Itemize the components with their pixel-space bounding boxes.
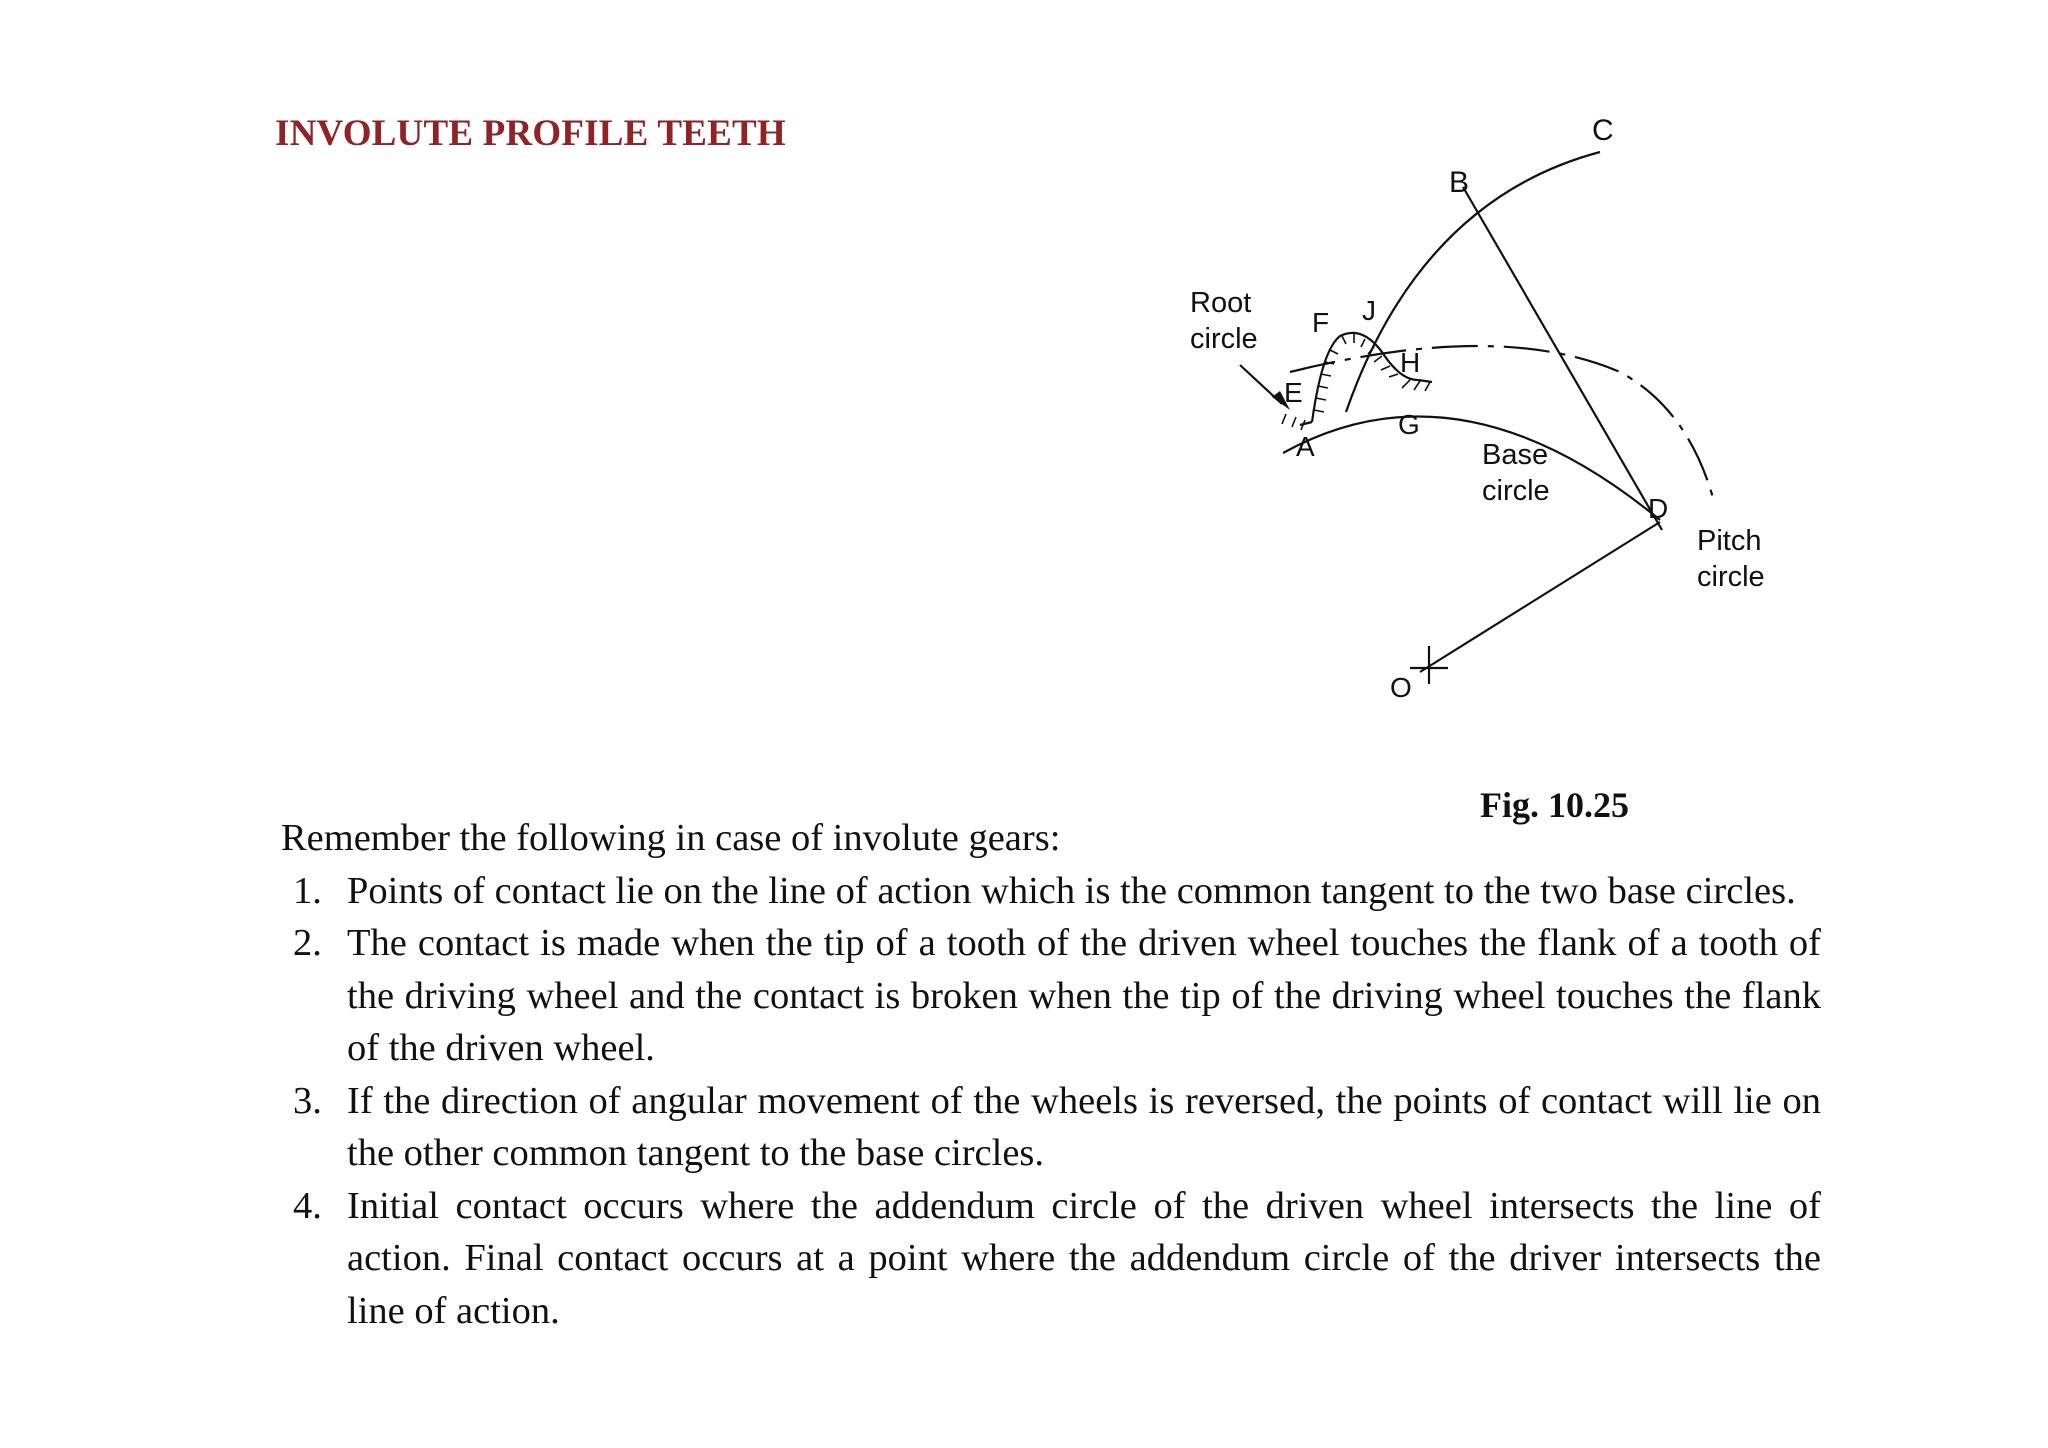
- intro-paragraph: Remember the following in case of involute gears:: [281, 817, 1061, 859]
- list-item-number: 3.: [293, 1079, 322, 1122]
- label-j: J: [1362, 295, 1376, 326]
- list-item-text: If the direction of angular movement of the wheels is reversed, the points of contact will lie on the other common tangent to the base circles.: [347, 1079, 1821, 1174]
- root-circle-label-line2: circle: [1190, 323, 1258, 355]
- list-item: [281, 1180, 1821, 1338]
- list-item-number: 1.: [293, 869, 322, 912]
- list-item-text: Initial contact occurs where the addendum circle of the driven wheel intersects the line of action. Final contact occurs at a point where the addendum circle of the driver intersects the line of action.: [347, 1184, 1821, 1332]
- root-circle-label-line1: Root: [1190, 287, 1252, 319]
- list-item-text: Points of contact lie on the line of action which is the common tangent to the two base circles.: [347, 869, 1796, 912]
- points-list: [281, 865, 1821, 1338]
- list-item-number: 4.: [293, 1184, 322, 1227]
- list-item-number: 2.: [293, 922, 322, 964]
- label-e: E: [1284, 377, 1303, 408]
- label-d: D: [1648, 493, 1669, 524]
- base-circle-label-line1: Base: [1482, 439, 1549, 471]
- tooth-left-extension: [1300, 422, 1312, 425]
- label-a: A: [1296, 431, 1315, 462]
- label-g: G: [1398, 409, 1420, 440]
- radius-line-do: [1420, 522, 1660, 672]
- outer-arc: [1346, 152, 1600, 412]
- list-item: [281, 1075, 1821, 1180]
- label-f: F: [1312, 307, 1330, 338]
- page-heading: INVOLUTE PROFILE TEETH: [275, 113, 786, 154]
- figure-caption-text: Fig. 10.25: [1480, 785, 1629, 825]
- label-h: H: [1400, 347, 1421, 378]
- label-o: O: [1390, 672, 1412, 703]
- label-b: B: [1449, 166, 1470, 199]
- base-circle-label-line2: circle: [1482, 475, 1550, 507]
- label-c: C: [1592, 114, 1614, 147]
- list-item-text: The contact is made when the tip of a tooth of the driven wheel touches the flank of a tooth of the driving wheel and the contact is broken when the tip of the driving wheel touches the flank of the driven wheel.: [347, 922, 1821, 1069]
- body-text: [281, 812, 1821, 1337]
- pitch-circle-label-line2: circle: [1697, 561, 1765, 593]
- base-circle-arc: [1283, 416, 1660, 520]
- pitch-circle-label-line1: Pitch: [1697, 525, 1762, 557]
- list-item: [281, 917, 1821, 1075]
- list-item: [281, 865, 1821, 918]
